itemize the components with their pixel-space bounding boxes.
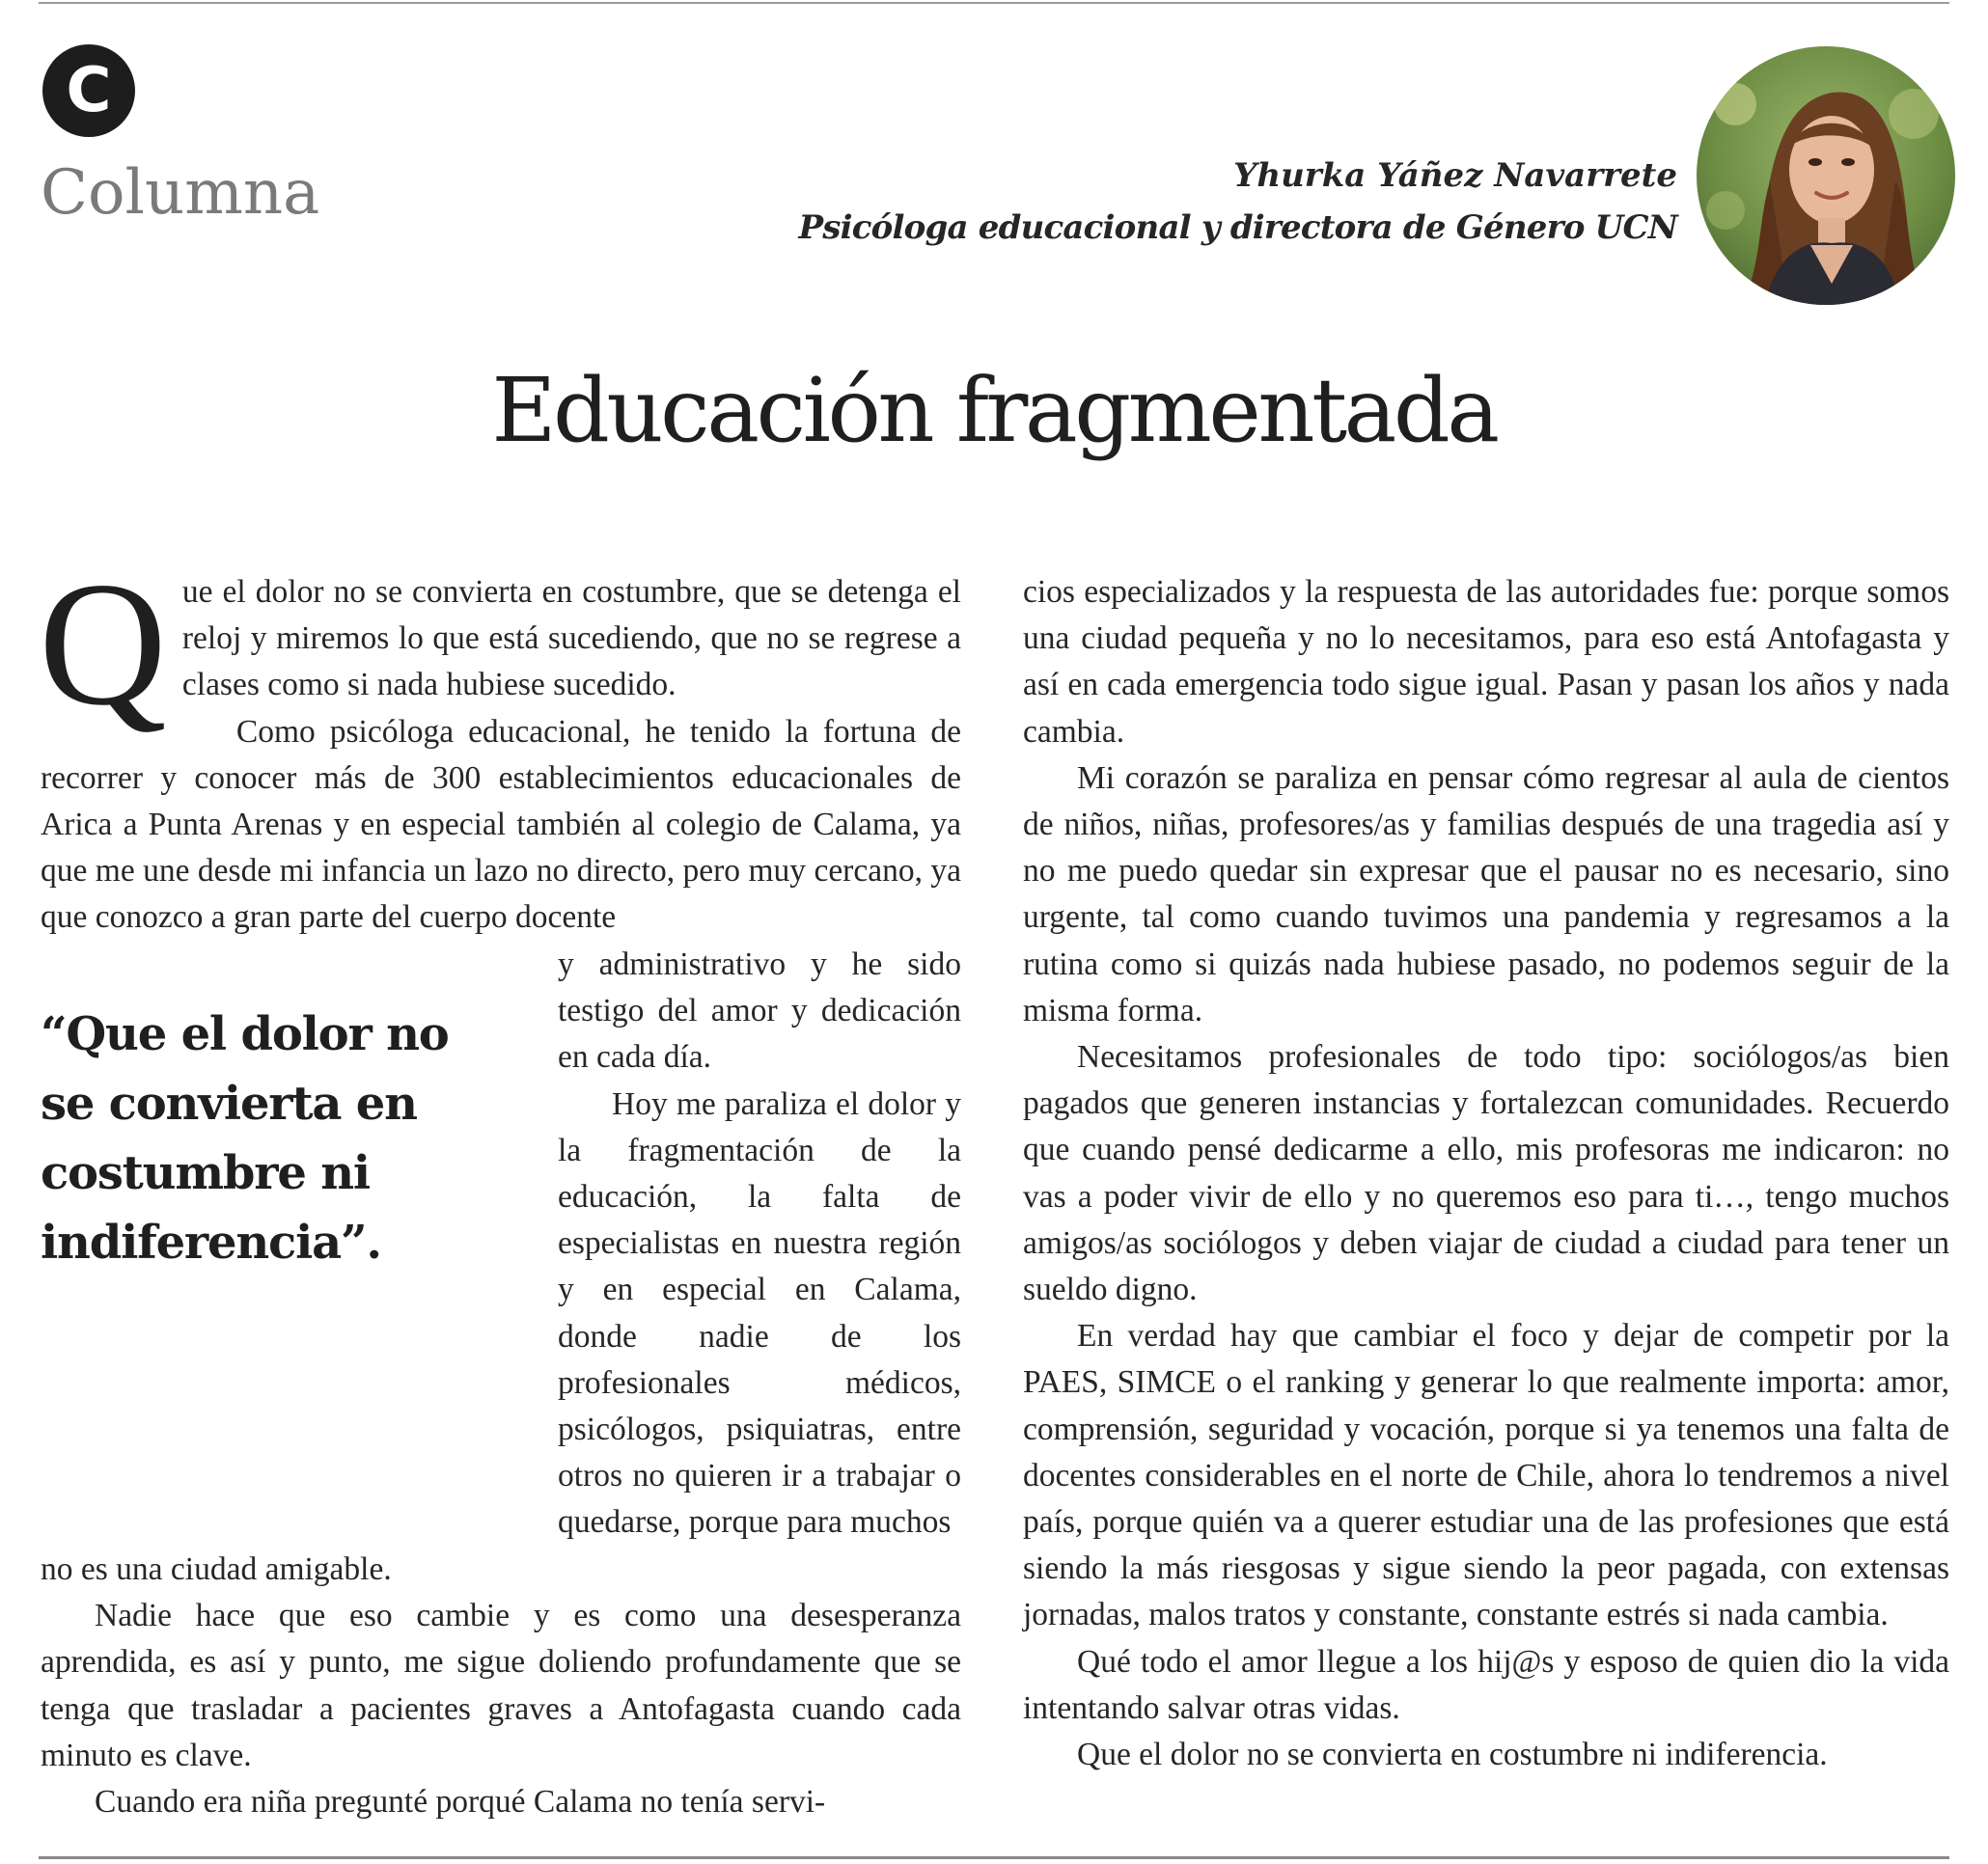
paragraph-6: Mi corazón se paraliza en pensar cómo regresar al aula de cientos de niños, niñas, profesores/as y familias después de una tragedia así y no me puedo quedar sin expresar que el pausar no es necesario, sino urgente, tal como cuando tuvimos una pandemia y regresamos a la rutina como si quizás nada hubiese pasado, no podemos seguir de la misma forma. (1023, 759, 1949, 1028)
pull-quote: “Que el dolor no se convierta en costumbre ni indiferencia”. (41, 1007, 449, 1270)
headline: Educación fragmentada (491, 359, 1497, 462)
column-right (1023, 569, 1949, 1778)
paragraph-1: Que el dolor no se convierta en costumbre, que se detenga el reloj y miremos lo que está sucediendo, que no se regrese a clases como si nada hubiese sucedido. (39, 545, 961, 742)
top-rule (39, 2, 1949, 4)
paragraph-3: Hoy me paraliza el dolor y la fragmentación de la educación, la falta de especialistas en nuestra región y en especial en Calama, donde nadie de los profesionales médicos, psicólogos, psiquiatras, entre otros no quieren ir a trabajar o quedarse, porque para muchos (558, 1085, 961, 1541)
column-left-top (39, 545, 961, 942)
paragraph-9: Qué todo el amor llegue a los hij@s y esposo de quien dio la vida intentando salvar otras vidas. (1023, 1643, 1949, 1726)
column-left-bottom (41, 1547, 961, 1825)
paragraph-3-continued: no es una ciudad amigable. (41, 1551, 392, 1587)
author-photo (1697, 46, 1955, 305)
paragraph-2: Como psicóloga educacional, he tenido la fortuna de recorrer y conocer más de 300 establecimientos educacionales de Arica a Punta Arenas y en especial también al colegio de Calama, ya que me une desde mi infancia un lazo no directo, pero muy cercano, ya que conozco a gran parte del cuerpo docente (41, 713, 961, 936)
paragraph-10: Que el dolor no se convierta en costumbre ni indiferencia. (1077, 1737, 1828, 1773)
section-badge: C (42, 44, 135, 137)
author-role: Psicóloga educacional y directora de Género UCN (798, 208, 1677, 247)
drop-cap: Q (39, 545, 167, 742)
column-left-narrow (558, 942, 961, 1547)
byline (799, 154, 1677, 249)
paragraph-8: En verdad hay que cambiar el foco y dejar de competir por la PAES, SIMCE o el ranking y generar lo que realmente importa: amor, comprensión, seguridad y vocación, porque si ya tenemos una falta de docentes considerables en el norte de Chile, ahora lo tendremos a nivel país, porque quién va a querer estudiar una de las profesiones que está siendo la más riesgosas y sigue siendo la peor pagada, con extensas jornadas, malos tratos y constante, constante estrés si nada cambia. (1023, 1318, 1949, 1633)
section-label: Columna (41, 157, 320, 229)
bottom-rule (39, 1856, 1949, 1859)
paragraph-4: Nadie hace que eso cambie y es como una desesperanza aprendida, es así y punto, me sigue doliendo profundamente que se tenga que trasladar a pacientes graves a Antofagasta cuando cada minuto es clave. (41, 1598, 961, 1773)
paragraph-2-continued: y administrativo y he sido testigo del amor y dedicación en cada día. (558, 946, 961, 1076)
paragraph-5: Cuando era niña pregunté porqué Calama no tenía servi- (95, 1784, 826, 1821)
paragraph-5-continued: cios especializados y la respuesta de las autoridades fue: porque somos una ciudad pequeña y no lo necesitamos, para eso está Antofagasta y así en cada emergencia todo sigue igual. Pasan y pasan los años y nada cambia. (1023, 574, 1949, 750)
author-name: Yhurka Yáñez Navarrete (1233, 156, 1677, 195)
paragraph-7: Necesitamos profesionales de todo tipo: sociólogos/as bien pagados que generen instancias y fortalezcan comunidades. Recuerdo que cuando pensé dedicarme a ello, mis profesoras me indicaron: no vas a poder vivir de ello y no queremos eso para ti…, tengo muchos amigos/as sociólogos y deben viajar de ciudad a ciudad para tener un sueldo digno. (1023, 1039, 1949, 1308)
